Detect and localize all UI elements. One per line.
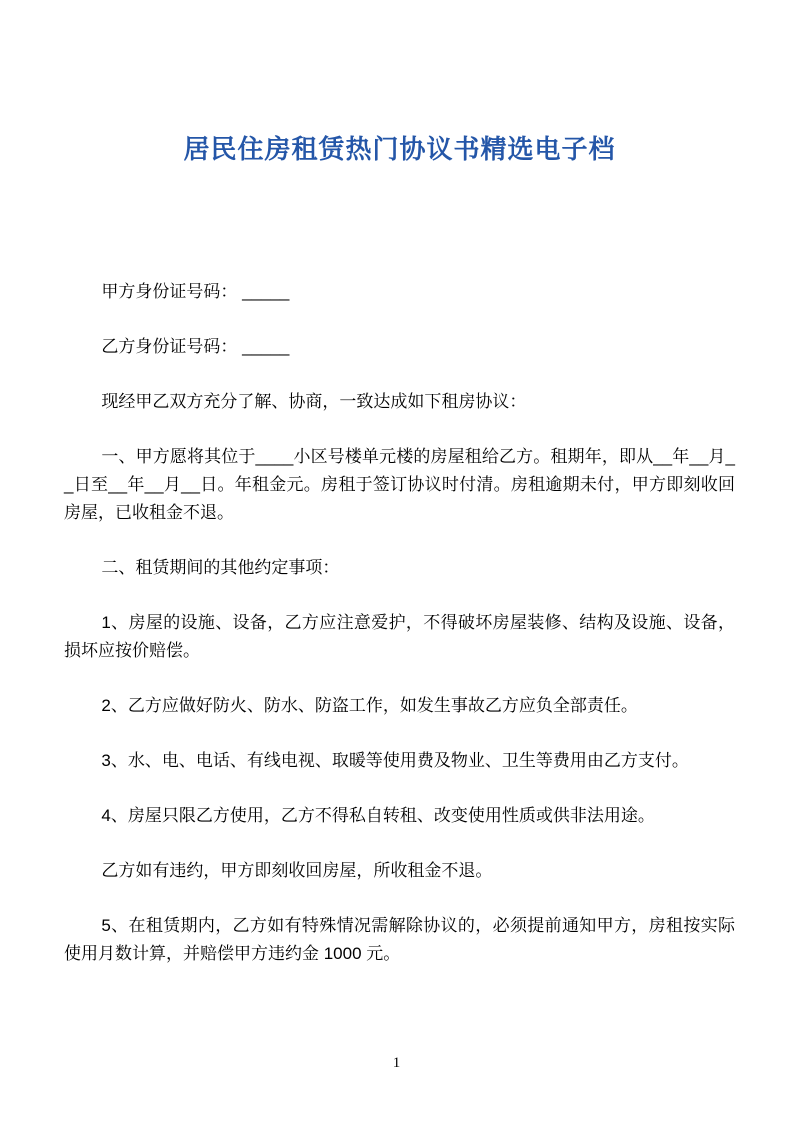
paragraph-item-3: 3、水、电、电话、有线电视、取暖等使用费及物业、卫生等费用由乙方支付。 [101, 751, 689, 770]
page-number: 1 [392, 1055, 401, 1071]
paragraph-breach-note: 乙方如有违约，甲方即刻收回房屋，所收租金不退。 [101, 861, 493, 880]
paragraph-item-1: 1、房屋的设施、设备，乙方应注意爱护，不得破坏房屋装修、结构及设施、设备，损坏应按价赔偿。 [64, 613, 735, 660]
paragraph-item-2: 2、乙方应做好防火、防水、防盗工作，如发生事故乙方应负全部责任。 [101, 696, 638, 715]
paragraph-party-a-id: 甲方身份证号码： _____ [101, 282, 290, 301]
paragraph-intro: 现经甲乙双方充分了解、协商，一致达成如下租房协议： [101, 392, 527, 411]
paragraph-item-4: 4、房屋只限乙方使用，乙方不得私自转租、改变使用性质或供非法用途。 [101, 806, 655, 825]
paragraph-clause-2-heading: 二、租赁期间的其他约定事项： [101, 558, 340, 577]
document-title: 居民住房租赁热门协议书精选电子档 [183, 134, 616, 164]
paragraph-party-b-id: 乙方身份证号码： _____ [101, 337, 290, 356]
paragraph-clause-1: 一、甲方愿将其位于____小区号楼单元楼的房屋租给乙方。租期年，即从__年__月__日至__年__月__日。年租金元。房租于签订协议时付清。房租逾期未付，甲方即刻收回房屋，已收租金不退。 [64, 447, 735, 522]
paragraph-item-5: 5、在租赁期内，乙方如有特殊情况需解除协议的，必须提前通知甲方，房租按实际使用月数计算，并赔偿甲方违约金 1000 元。 [64, 916, 735, 963]
